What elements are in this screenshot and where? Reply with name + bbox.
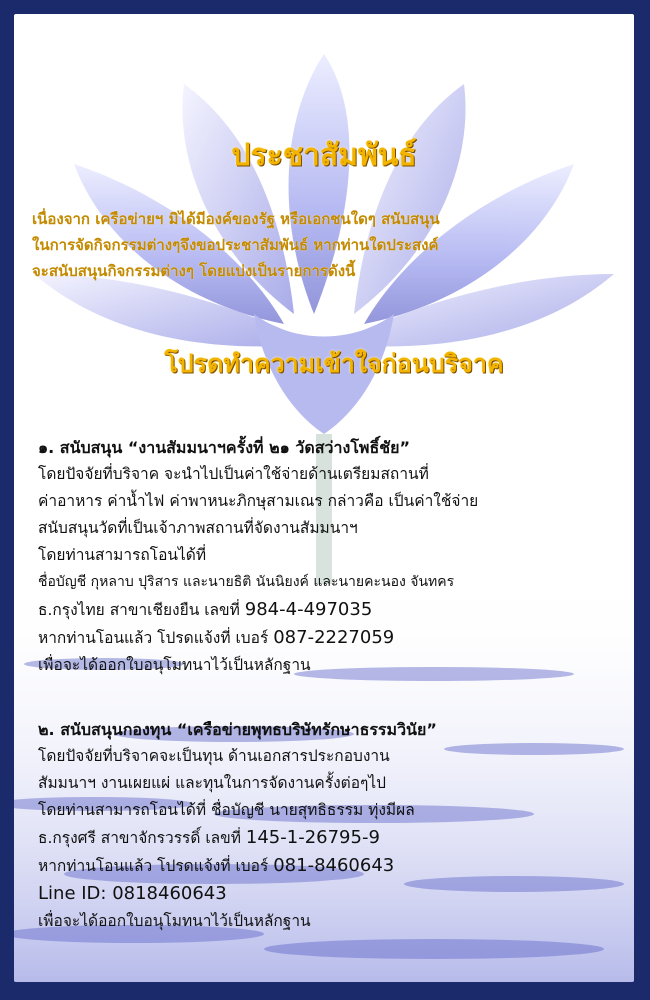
line-id: Line ID: 0818460643 [38, 883, 227, 904]
item2-line: โดยท่านสามารถโอนได้ที่ ชื่อบัญชี นายสุทธิธรรม ทุ่งมีผล [38, 801, 415, 819]
intro-line: ในการจัดกิจกรรมต่างๆจึงขอประชาสัมพันธ์ หากท่านใดประสงค์ [32, 236, 439, 254]
intro-line: เนื่องจาก เครือข่ายฯ มิได้มีองค์ของรัฐ หรือเอกชนใดๆ สนับสนุน [32, 210, 440, 228]
item2-line: โดยปัจจัยที่บริจาคจะเป็นทุน ด้านเอกสารประกอบงาน [38, 747, 390, 765]
item1-bank-line [38, 596, 623, 624]
phone-label: หากท่านโอนแล้ว โปรดแจ้งที่ เบอร์ [38, 629, 274, 647]
item1-line: สนับสนุนวัดที่เป็นเจ้าภาพสถานที่จัดงานสัมมนาฯ [38, 519, 358, 537]
account-number: 984-4-497035 [244, 599, 373, 620]
item2-phone-line [38, 852, 623, 880]
phone-number: 087-2227059 [273, 627, 395, 648]
item2-receipt-note: เพื่อจะได้ออกใบอนุโมทนาไว้เป็นหลักฐาน [38, 912, 311, 930]
subtitle: โปรดทำความเข้าใจก่อนบริจาค [164, 349, 504, 378]
item1-phone-line [38, 624, 623, 652]
text-layer [14, 14, 634, 982]
intro-paragraph [32, 206, 622, 284]
intro-line: จะสนับสนุนกิจกรรมต่างๆ โดยแบ่งเป็นรายการดังนี้ [32, 262, 356, 280]
item2-heading: ๒. สนับสนุนกองทุน “เครือข่ายพุทธบริษัทรักษาธรรมวินัย” [38, 720, 437, 739]
bank-label: ธ.กรุงไทย สาขาเชียงยืน เลขที่ [38, 601, 245, 619]
donation-item-2 [38, 716, 623, 935]
item1-account-name: ชื่อบัญชี กุหลาบ ปุริสาร และนายธิติ นันนิยงค์ และนายคะนอง จันทคร [38, 574, 455, 590]
phone-number: 081-8460643 [273, 855, 395, 876]
item1-line: โดยปัจจัยที่บริจาค จะนำไปเป็นค่าใช้จ่ายด้านเตรียมสถานที่ [38, 465, 429, 483]
donation-item-1 [38, 434, 623, 679]
item1-line: ค่าอาหาร ค่าน้ำไฟ ค่าพาหนะภิกษุสามเณร กล่าวคือ เป็นค่าใช้จ่าย [38, 492, 479, 510]
account-number: 145-1-26795-9 [245, 827, 380, 848]
item1-line: โดยท่านสามารถโอนได้ที่ [38, 546, 207, 564]
item2-line-id [38, 880, 623, 908]
main-title: ประชาสัมพันธ์ [231, 138, 417, 173]
item1-heading: ๑. สนับสนุน “งานสัมมนาฯครั้งที่ ๒๑ วัดสว่างโพธิ์ชัย” [38, 438, 410, 457]
phone-label: หากท่านโอนแล้ว โปรดแจ้งที่ เบอร์ [38, 857, 274, 875]
bank-label: ธ.กรุงศรี สาขาจักรวรรดิ์ เลขที่ [38, 829, 246, 847]
item2-line: สัมมนาฯ งานเผยแผ่ และทุนในการจัดงานครั้งต่อๆไป [38, 774, 386, 792]
item1-receipt-note: เพื่อจะได้ออกใบอนุโมทนาไว้เป็นหลักฐาน [38, 656, 311, 674]
item2-bank-line [38, 824, 623, 852]
announcement-card [14, 14, 634, 982]
